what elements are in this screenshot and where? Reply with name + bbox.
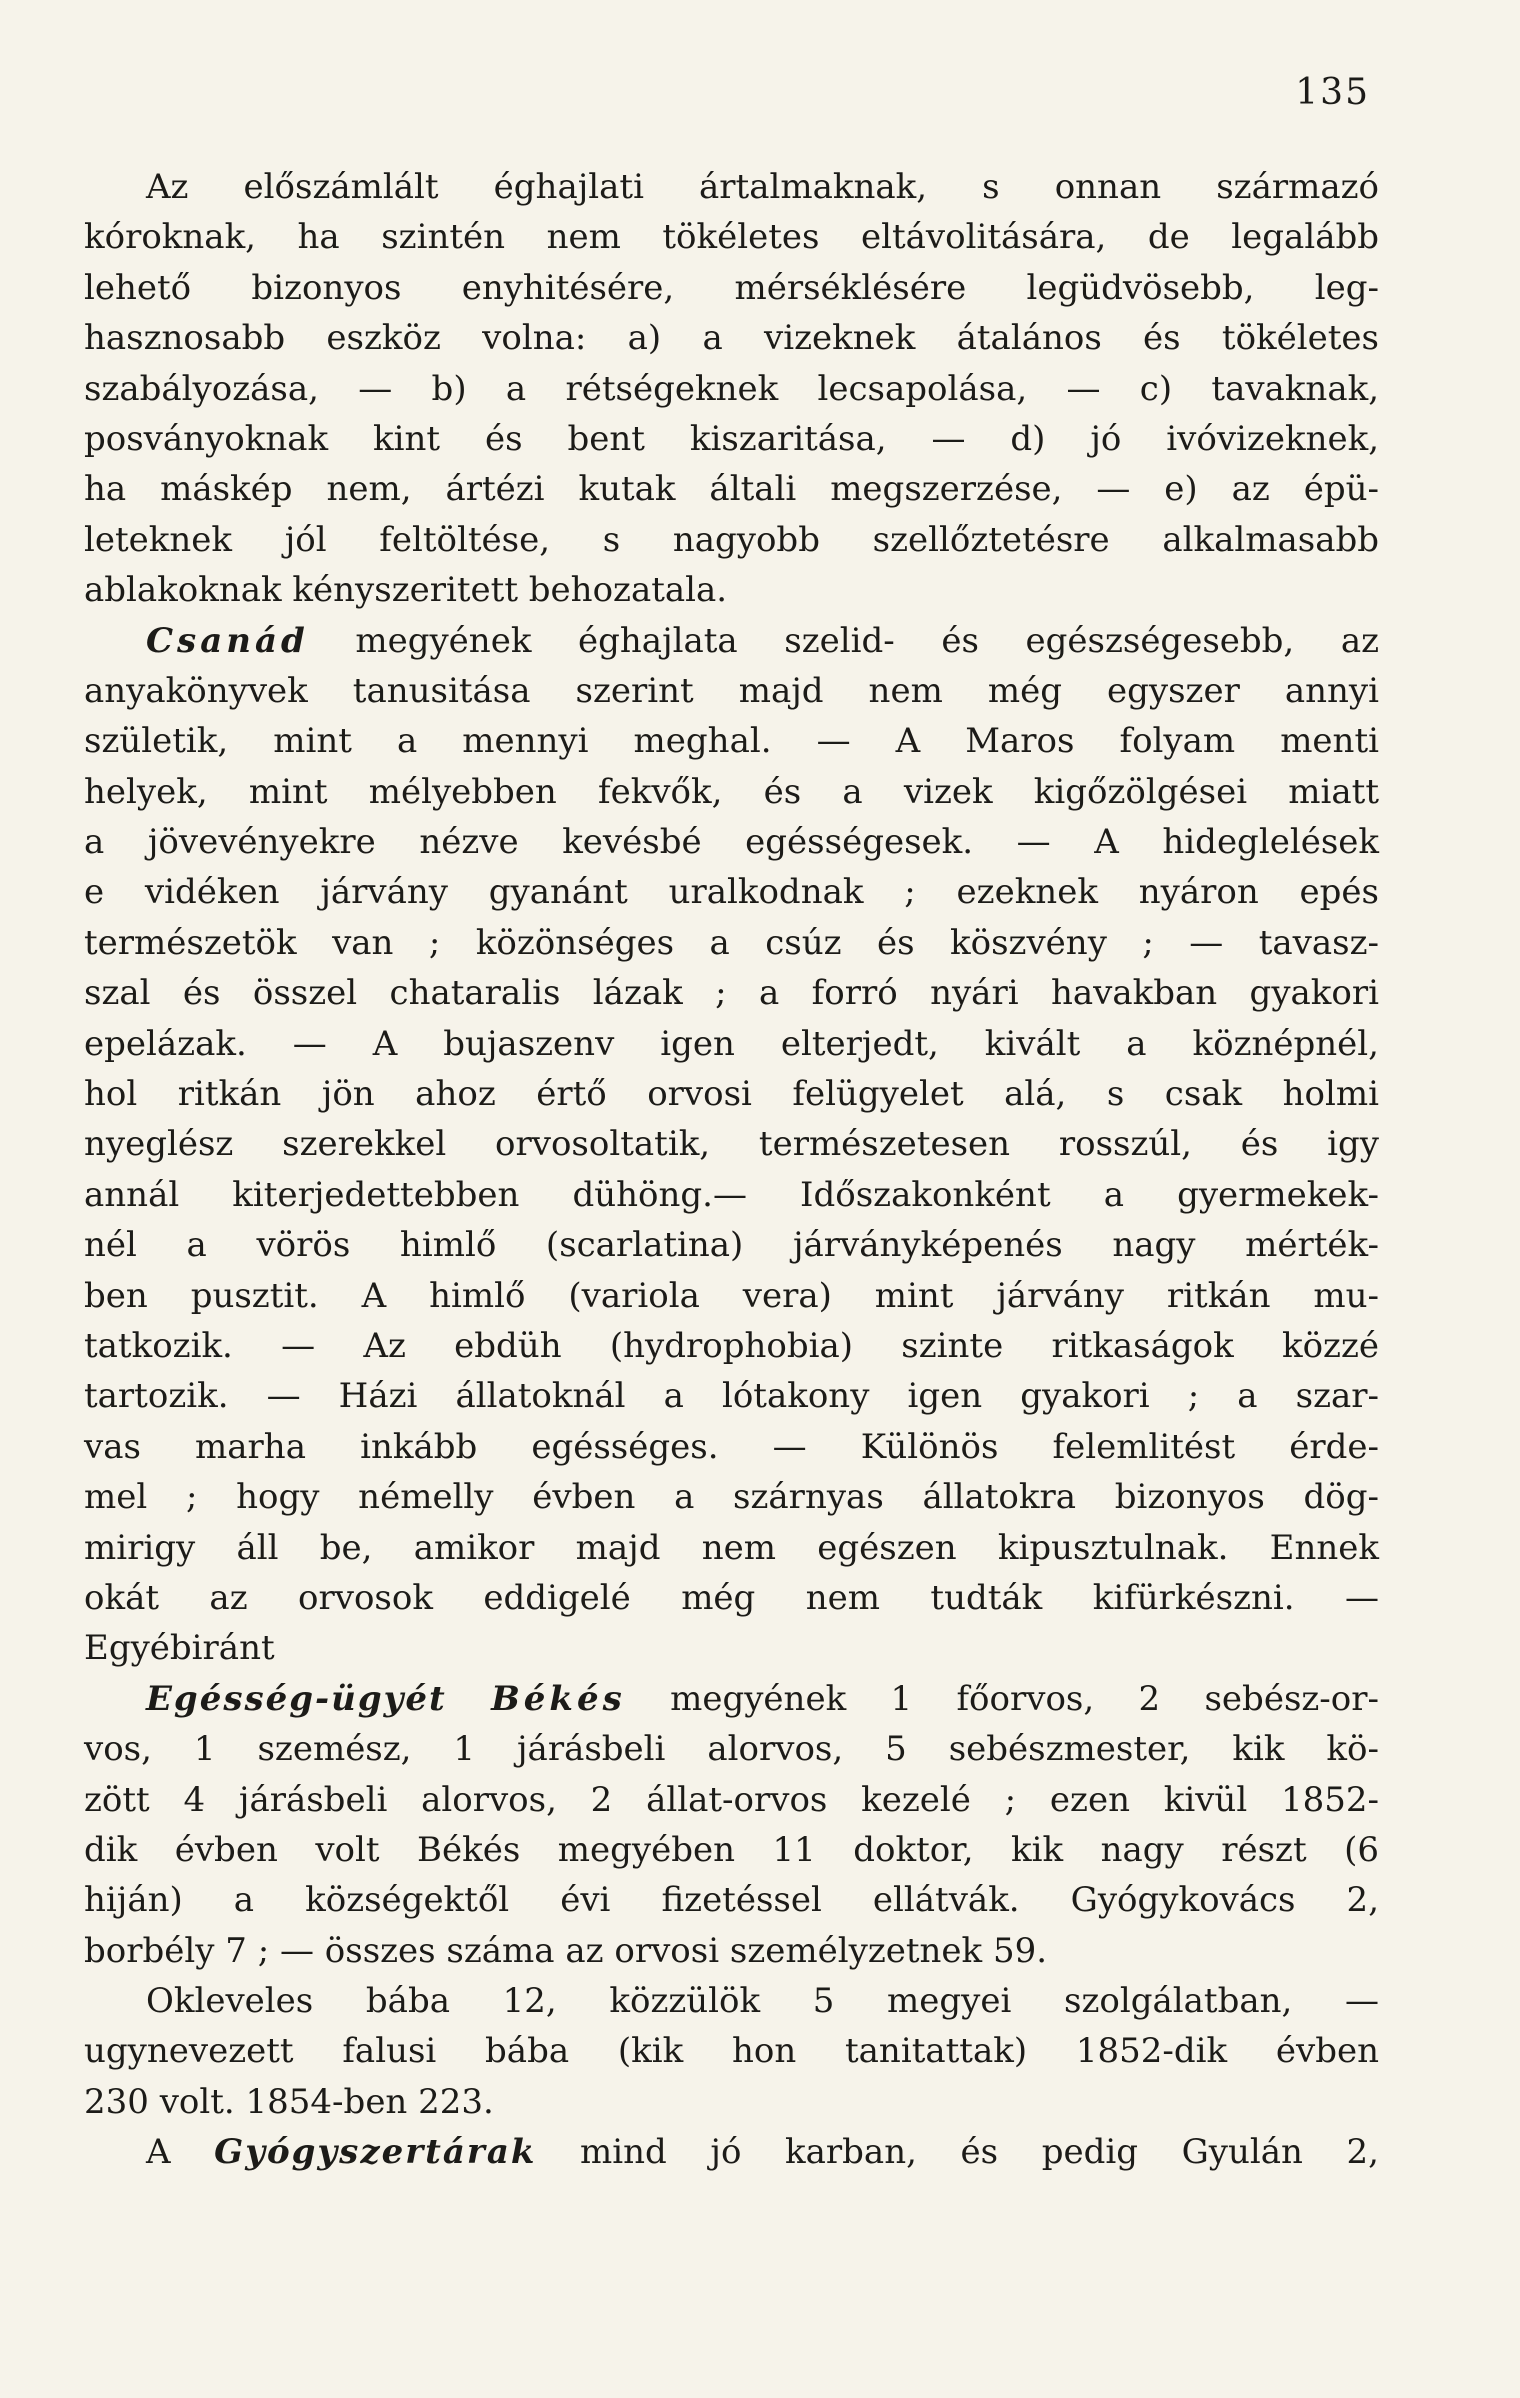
text-line: nyeglész szerekkel orvosoltatik, természetesen rosszúl, és igy (84, 1124, 1379, 1165)
text-line: dik évben volt Békés megyében 11 doktor, kik nagy részt (6 (84, 1829, 1379, 1870)
text-line: helyek, mint mélyebben fekvők, és a vizek kigőzölgései miatt (84, 771, 1379, 812)
text-line: ugynevezett falusi bába (kik hon tanitattak) 1852-dik évben (84, 2031, 1379, 2072)
text-line: vas marha inkább egésséges. — Különös felemlitést érde- (84, 1426, 1379, 1467)
text-line: annál kiterjedettebben dühöng.— Időszakonként a gyermekek- (84, 1174, 1379, 1215)
text-line: vos, 1 szemész, 1 járásbeli alorvos, 5 sebészmester, kik kö- (84, 1729, 1379, 1770)
emphasis-csanad: Csanád (146, 620, 309, 661)
page-text (84, 162, 1379, 2178)
text-line (84, 616, 1379, 666)
text-line: leteknek jól feltöltése, s nagyobb szellőztetésre alkalmasabb (84, 519, 1379, 560)
text-line: zött 4 járásbeli alorvos, 2 állat-orvos kezelé ; ezen kivül 1852- (84, 1779, 1379, 1820)
text-line: tatkozik. — Az ebdüh (hydrophobia) szinte ritkaságok közzé (84, 1325, 1379, 1366)
text-line: anyakönyvek tanusitása szerint majd nem még egyszer annyi (84, 670, 1379, 711)
text-line: posványoknak kint és bent kiszaritása, — d) jó ivóvizeknek, (84, 418, 1379, 459)
text-line: hiján) a községektől évi fizetéssel ellátvák. Gyógykovács 2, (84, 1880, 1379, 1921)
text-line: e vidéken járvány gyanánt uralkodnak ; ezeknek nyáron epés (84, 872, 1379, 913)
emphasis-egesseg-ugyet: Egésség-ügyét (146, 1678, 447, 1719)
text-line: szabályozása, — b) a rétségeknek lecsapolása, — c) tavaknak, (84, 368, 1379, 409)
text-run: A (146, 2132, 215, 2173)
text-line: mirigy áll be, amikor majd nem egészen kipusztulnak. Ennek (84, 1527, 1379, 1568)
text-line: okát az orvosok eddigelé még nem tudták kifürkészni. — (84, 1577, 1379, 1618)
text-line: 230 volt. 1854-ben 223. (84, 2081, 494, 2122)
text-line: természetök van ; közönséges a csúz és köszvény ; — tavasz- (84, 922, 1379, 963)
text-line: születik, mint a mennyi meghal. — A Maros folyam menti (84, 721, 1379, 762)
text-line: hasznosabb eszköz volna: a) a vizeknek átalános és tökéletes (84, 318, 1379, 359)
text-line: tartozik. — Házi állatoknál a lótakony igen gyakori ; a szar- (84, 1376, 1379, 1417)
text-line: Egyébiránt (84, 1628, 275, 1669)
text-line: ben pusztit. A himlő (variola vera) mint járvány ritkán mu- (84, 1275, 1379, 1316)
text-line: Az előszámlált éghajlati ártalmaknak, s onnan származó (146, 167, 1379, 207)
text-line: mel ; hogy némelly évben a szárnyas állatokra bizonyos dög- (84, 1477, 1379, 1518)
text-run: megyének éghajlata szelid- és egészségesebb, az (308, 620, 1379, 661)
text-line (84, 2127, 1379, 2177)
text-line: a jövevényekre nézve kevésbé egésségesek. — A hideglelések (84, 822, 1379, 863)
text-line (84, 1674, 1379, 1724)
text-line: ha máskép nem, ártézi kutak általi megszerzése, — e) az épü- (84, 469, 1379, 510)
text-line: borbély 7 ; — összes száma az orvosi személyzetnek 59. (84, 1930, 1048, 1971)
emphasis-bekes: Békés (491, 1678, 626, 1719)
text-run: megyének 1 főorvos, 2 sebész-or- (625, 1678, 1379, 1719)
text-line: kóroknak, ha szintén nem tökéletes eltávolitására, de legalább (84, 217, 1379, 258)
text-line: lehető bizonyos enyhitésére, mérséklésére legüdvösebb, leg- (84, 267, 1379, 308)
text-run: mind jó karban, és pedig Gyulán 2, (536, 2132, 1379, 2173)
text-line: hol ritkán jön ahoz értő orvosi felügyelet alá, s csak holmi (84, 1074, 1379, 1115)
text-line: ablakoknak kényszeritett behozatala. (84, 570, 728, 611)
emphasis-gyogyszertarak: Gyógyszertárak (214, 2132, 537, 2173)
text-line: Okleveles bába 12, közzülök 5 megyei szolgálatban, — (146, 1981, 1379, 2022)
page-number: 135 (1295, 72, 1370, 113)
text-line: szal és összel chataralis lázak ; a forró nyári havakban gyakori (84, 973, 1379, 1014)
text-line: epelázak. — A bujaszenv igen elterjedt, kivált a köznépnél, (84, 1023, 1379, 1064)
text-line: nél a vörös himlő (scarlatina) járványképenés nagy mérték- (84, 1225, 1379, 1266)
